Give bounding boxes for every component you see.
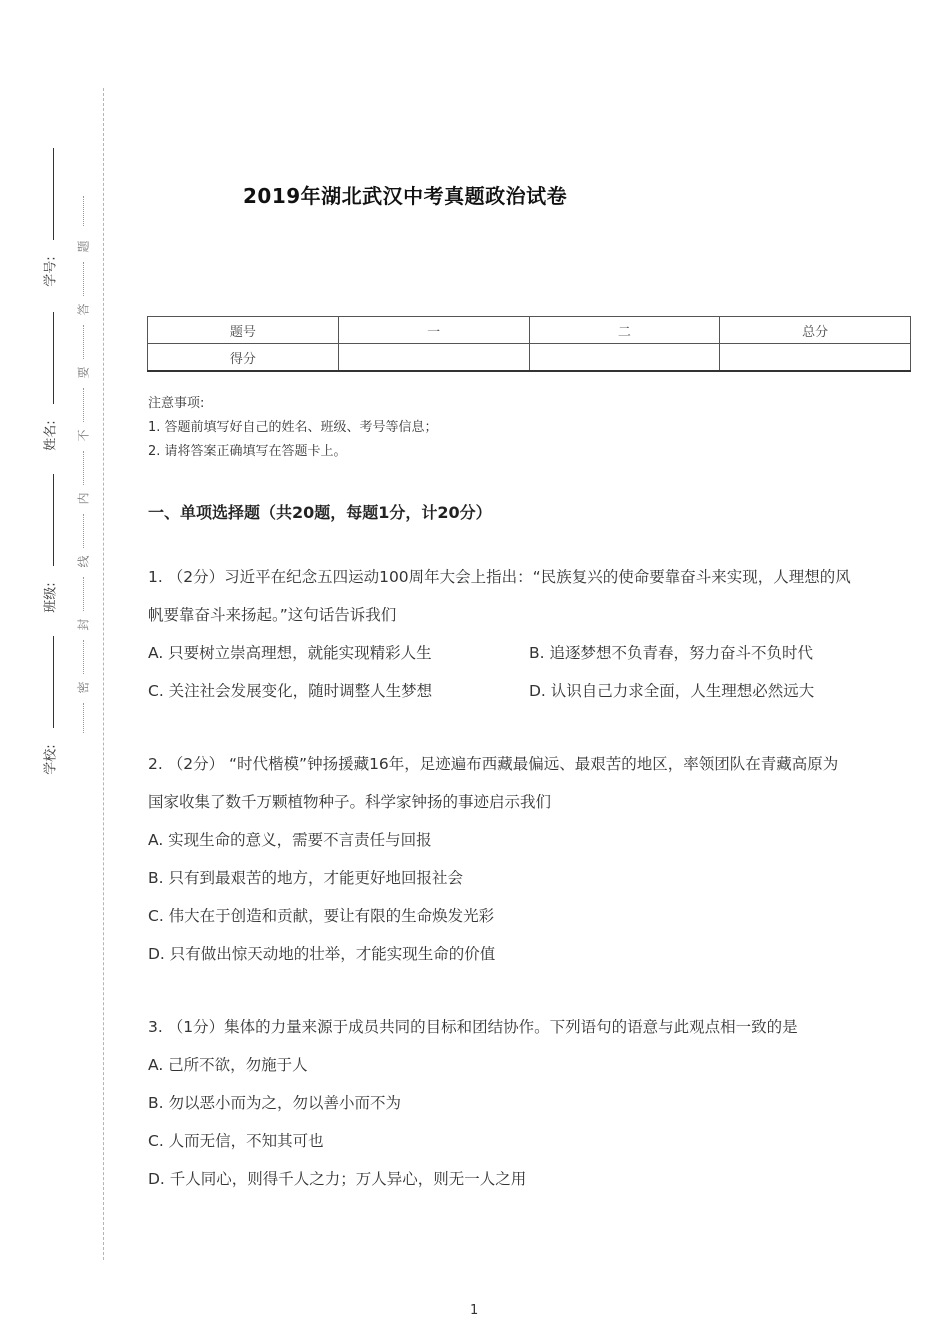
question-stem: 2. （2分） “时代楷模”钟扬援藏16年，足迹遍布西藏最偏远、最艰苦的地区，率领团队在青藏高原为 [148, 755, 839, 773]
seal-char: 不 [76, 429, 91, 442]
question-2 [148, 745, 918, 973]
seal-dots [83, 325, 84, 359]
seal-dots [83, 640, 84, 674]
student-id-fill-line [53, 148, 54, 240]
note-item: 1. 答题前填写好自己的姓名、班级、考号等信息； [148, 420, 438, 435]
seal-dots [83, 262, 84, 296]
seal-dots [83, 451, 84, 485]
question-1 [148, 558, 918, 710]
school-fill-line [53, 636, 54, 728]
option-c: C. 关注社会发展变化，随时调整人生梦想 [148, 682, 433, 700]
seal-dots [83, 388, 84, 422]
option-a: A. 己所不欲，勿施于人 [148, 1056, 308, 1074]
question-3 [148, 1008, 918, 1198]
seal-char: 答 [76, 303, 91, 316]
score-table [147, 316, 911, 372]
option-row [148, 672, 918, 710]
seal-char: 密 [76, 681, 91, 694]
score-row-label: 得分 [148, 344, 339, 372]
score-cell[interactable] [338, 344, 529, 372]
option-a: A. 只要树立崇高理想，就能实现精彩人生 [148, 644, 432, 662]
score-table-header-cell: 二 [529, 317, 720, 344]
name-fill-line [53, 312, 54, 404]
name-label: 姓名: [43, 420, 59, 451]
question-stem: 1. （2分）习近平在纪念五四运动100周年大会上指出：“民族复兴的使命要靠奋斗来实现，人理想的风 [148, 568, 851, 586]
class-label: 班级: [43, 582, 59, 613]
option-d: D. 认识自己力求全面，人生理想必然远大 [529, 682, 815, 700]
option-b: B. 勿以恶小而为之，勿以善小而不为 [148, 1094, 401, 1112]
seal-char: 内 [76, 492, 91, 505]
score-cell[interactable] [720, 344, 911, 372]
page-number: 1 [470, 1303, 479, 1318]
option-row [148, 634, 918, 672]
question-stem: 帆要靠奋斗来扬起。”这句话告诉我们 [148, 606, 397, 624]
seal-dots [83, 514, 84, 548]
option-c: C. 伟大在于创造和贡献，要让有限的生命焕发光彩 [148, 907, 495, 925]
score-table-header-cell: 总分 [720, 317, 911, 344]
seal-char: 题 [76, 240, 91, 253]
seal-char: 要 [76, 366, 91, 379]
section-title: 一、单项选择题（共20题，每题1分，计20分） [148, 503, 492, 522]
option-b: B. 追逐梦想不负青春，努力奋斗不负时代 [529, 644, 813, 662]
school-label: 学校: [43, 744, 59, 775]
seal-char: 封 [76, 618, 91, 631]
student-id-label: 学号: [43, 256, 59, 287]
score-table-header-cell: 一 [338, 317, 529, 344]
seal-char: 线 [76, 555, 91, 568]
exam-title: 2019年湖北武汉中考真题政治试卷 [243, 184, 568, 208]
score-table-score-row [148, 344, 911, 372]
question-stem: 国家收集了数千万颗植物种子。科学家钟扬的事迹启示我们 [148, 793, 552, 811]
seal-dots [83, 703, 84, 733]
note-item: 2. 请将答案正确填写在答题卡上。 [148, 444, 347, 459]
score-cell[interactable] [529, 344, 720, 372]
binding-margin-dashed-line [103, 88, 104, 1260]
option-d: D. 千人同心，则得千人之力；万人异心，则无一人之用 [148, 1170, 527, 1188]
seal-dots [83, 196, 84, 226]
question-stem: 3. （1分）集体的力量来源于成员共同的目标和团结协作。下列语句的语意与此观点相一致的是 [148, 1018, 798, 1036]
option-d: D. 只有做出惊天动地的壮举，才能实现生命的价值 [148, 945, 496, 963]
option-b: B. 只有到最艰苦的地方，才能更好地回报社会 [148, 869, 463, 887]
notes [148, 392, 438, 464]
score-table-header-row [148, 317, 911, 344]
class-fill-line [53, 474, 54, 566]
notes-heading: 注意事项: [148, 396, 205, 411]
score-table-header-cell: 题号 [148, 317, 339, 344]
option-c: C. 人而无信，不知其可也 [148, 1132, 324, 1150]
seal-dots [83, 577, 84, 611]
option-a: A. 实现生命的意义，需要不言责任与回报 [148, 831, 432, 849]
